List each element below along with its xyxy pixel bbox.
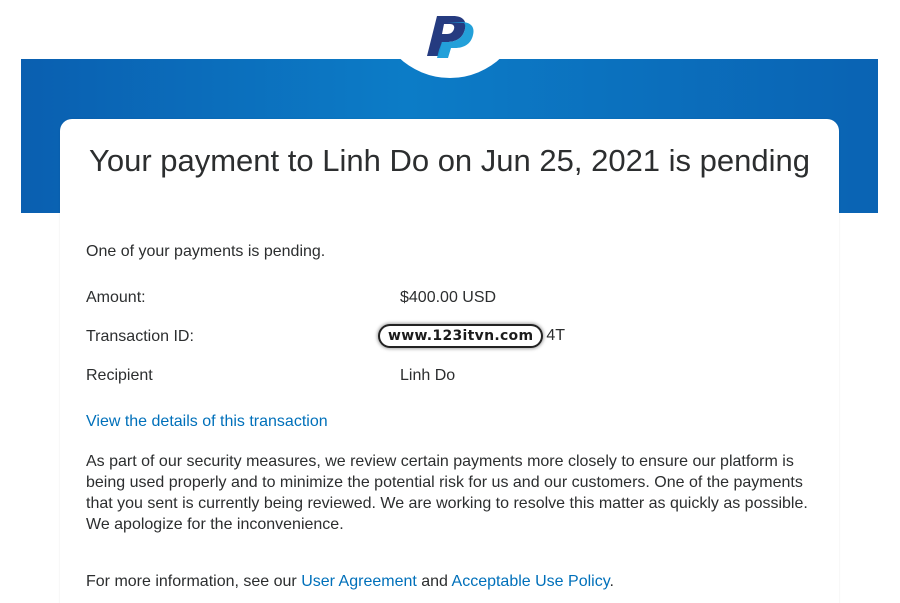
recipient-label: Recipient	[86, 367, 153, 384]
transaction-id-label: Transaction ID:	[86, 328, 194, 345]
footer-middle: and	[416, 573, 452, 590]
paypal-logo-icon	[423, 14, 477, 58]
amount-value: $400.00 USD	[400, 289, 497, 306]
acceptable-use-policy-link[interactable]: Acceptable Use Policy	[451, 573, 610, 590]
page-title: Your payment to Linh Do on Jun 25, 2021 is pending	[89, 143, 810, 178]
view-transaction-details-link[interactable]: View the details of this transaction	[86, 413, 328, 430]
user-agreement-link[interactable]: User Agreement	[301, 573, 417, 590]
amount-label: Amount:	[86, 289, 146, 306]
transaction-id-value	[380, 324, 565, 348]
intro-text: One of your payments is pending.	[86, 243, 326, 260]
watermark: www.123itvn.com	[380, 326, 541, 346]
recipient-value: Linh Do	[400, 367, 456, 384]
footer-suffix: .	[609, 573, 614, 590]
security-notice-text: As part of our security measures, we review certain payments more closely to ensure our platform is being used properly and to minimize the potential risk for us and our customers. One of the payments that you sent is currently being reviewed. We are working to resolve this matter as quickly as possible. We apologize for the inconvenience.	[86, 453, 808, 533]
footer-text	[86, 572, 614, 592]
transaction-id-suffix: 4T	[546, 327, 566, 344]
footer-prefix: For more information, see our	[86, 573, 302, 590]
